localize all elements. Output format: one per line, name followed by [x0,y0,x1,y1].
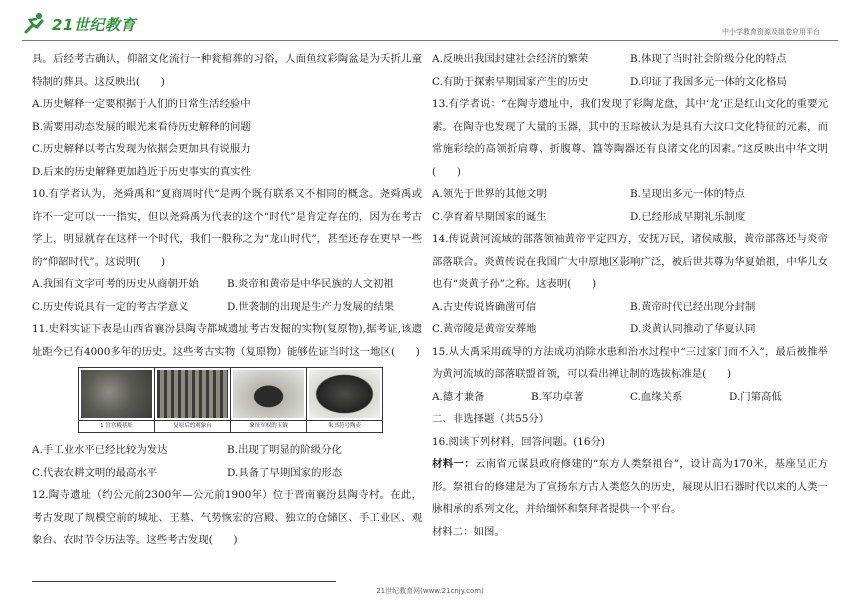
q14-option-a: A.古史传说皆确凿可信 [432,300,537,313]
q11-options-row-2 [32,462,422,485]
photo-caption: 复原后的观象台 [155,420,230,432]
q10-option-b: B.炎帝和黄帝是中华民族的人文初祖 [227,278,394,290]
photo-observatory [155,368,231,432]
q12-options-row-2 [432,71,828,94]
q9-continued: 具。后经考古确认，仰韶文化流行一种瓮棺葬的习俗，人面鱼纹彩陶盆是为夭折儿童特制的葬具。这反映出( ) [32,53,422,88]
q12-option-d: D.印证了我国多元一体的文化格局 [630,75,787,88]
page-header [0,0,860,40]
material-1 [432,453,828,521]
q13-option-a: A.领先于世界的其他文明 [432,188,547,200]
logo-text: 21世纪教育 [52,15,136,34]
palace-foundation-image [81,370,152,418]
q13-option-b: B.呈现出多元一体的特点 [630,188,745,200]
q12-option-b: B.体现了当时社会阶级分化的特点 [630,53,787,65]
q11-options-row-1 [32,439,422,462]
material-1-label: 材料一： [432,458,475,470]
q11-option-c: C.代表农耕文明的最高水平 [32,466,158,479]
artifact-photo-strip [78,367,383,433]
section-2-heading: 二、非选择题（共55分） [432,413,550,425]
question-15: 15.从大禹采用疏导的方法成功消除水患和治水过程中“三过家门而不入”，最后被推举为黄河流域的部落联盟首领，可以看出禅让制的选拔标准是( ) [432,345,828,380]
q14-options-row-2 [432,318,828,341]
photo-jade-axe [231,368,307,432]
question-10: 10.有学者认为，尧舜禹和“夏商周时代”是两个既有联系又不相同的概念。尧舜禹或许不一定可以一一指实，但以尧舜禹为代表的这个“时代”是肯定存在的，因为在考古学上，明显就存在这样一个时代，我们一般称之为“龙山时代”，甚至还存在更早一些的“仰韶时代”。这说明( ) [32,188,422,268]
q15-option-d: D.门第高低 [729,390,782,403]
pottery-pot-image [309,370,380,418]
photo-caption: 朱书符号陶壶 [307,420,382,432]
q15-option-b: B.军功卓著 [531,390,584,403]
q14-option-c: C.黄帝陵是黄帝安葬地 [432,323,537,335]
q12-option-a: A.反映出我国封建社会经济的繁荣 [432,53,589,65]
q15-option-c: C.血缘关系 [630,390,683,403]
right-column [432,48,828,543]
question-14: 14.传说黄河流域的部落领袖黄帝平定四方，安抚万民，诸侯咸服，黄帝部落还与炎帝部落联合。炎黄传说在我国广大中原地区影响广泛，被后世共尊为华夏始祖，中华儿女也有“炎黄子孙”之称。这表明( ) [432,233,828,290]
q13-option-d: D.已经形成早期礼乐制度 [630,210,746,223]
q9-option-c: C.历史解释以考古发现为依据会更加具有说服力 [32,143,251,155]
photo-caption: 1 宫宫殿基址 [79,420,154,432]
q11-option-b: B.出现了明显的阶级分化 [227,444,342,456]
q12-options-row-1 [432,48,828,71]
q13-option-c: C.孕育着早期国家的诞生 [432,210,547,223]
left-column [32,48,422,552]
question-13: 13.有学者说：“在陶寺遗址中，我们发现了彩陶龙盘，其中‘龙’正是红山文化的重要元素。在陶寺也发现了大量的玉器，其中的玉琮被认为是具有大汶口文化特征的元素，而常施彩绘的高领折肩尊、折腹尊、簋等陶器还有良渚文化的因素。”这反映出中华文明( ) [432,98,828,178]
photo-palace-foundation [79,368,155,432]
q10-options-row-2 [32,296,422,319]
jade-axe-image [233,370,304,418]
question-12: 12.陶寺遗址（约公元前2300年—公元前1900年）位于晋南襄汾县陶寺村。在此，考古发现了规模空前的城址、王墓、气势恢宏的宫殿、独立的仓储区、手工业区、观象台、农时节令历法等。这些考古发现( ) [32,489,422,546]
material-1-text: 云南省元谋县政府修建的“东方人类祭祖台”，设计高为170米，基座呈正方形。祭祖台的修建是为了宣扬东方古人类悠久的历史，展现从旧石器时代以来的人类一脉相承的系列文化，并给缅怀和祭拜者提供一个平台。 [432,458,828,515]
material-2: 材料二：如图。 [432,525,505,538]
q11-option-d: D.具备了早期国家的形态 [227,466,343,479]
q9-option-d: D.后来的历史解释更加趋近于历史事实的真实性 [32,165,252,178]
q14-option-d: D.炎黄认同推动了华夏认同 [630,323,756,335]
q15-option-a: A.德才兼备 [432,390,485,403]
q9-option-b: B.需要用动态发展的眼光来看待历史解释的问题 [32,120,251,133]
q14-option-b: B.黄帝时代已经出现分封制 [630,300,756,313]
q10-options-row-1 [32,273,422,296]
q10-option-a: A.我国有文字可考的历史从商朝开始 [32,278,199,290]
photo-pottery-pot [307,368,382,432]
q9-option-a: A.历史解释一定要根据于人们的日常生活经验中 [32,98,251,110]
observatory-image [157,370,228,418]
q10-option-d: D.世袭制的出现是生产力发展的结果 [227,300,395,313]
q13-options-row-1 [432,183,828,206]
question-11: 11.史料实证下表是山西省襄汾县陶寺都城遗址考古发掘的实物(复原物),据考证,该遗址距今已有4000多年的历史。这些考古实物（复原物）能够佐证当时这一地区( ) [32,323,422,358]
q10-option-c: C.历史传说具有一定的考古学意义 [32,300,189,313]
photo-caption: 象征军权的玉钺 [231,420,306,432]
q11-option-a: A.手工业水平已经比较为发达 [32,444,168,456]
q15-options-row [432,386,828,409]
q14-options-row-1 [432,296,828,319]
q13-options-row-2 [432,206,828,229]
footer-divider [32,581,336,582]
page-footer: 21世纪教育网(www.21cnjy.com) [376,587,484,595]
header-divider [22,40,838,41]
question-16: 16.阅读下列材料，回答问题。(16分) [432,435,605,448]
site-logo [22,10,172,38]
q12-option-c: C.有助于探索早期国家产生的历史 [432,75,589,88]
site-tagline: 中小学教育资源及组卷应用平台 [722,28,820,36]
runner-logo-icon [22,12,48,36]
